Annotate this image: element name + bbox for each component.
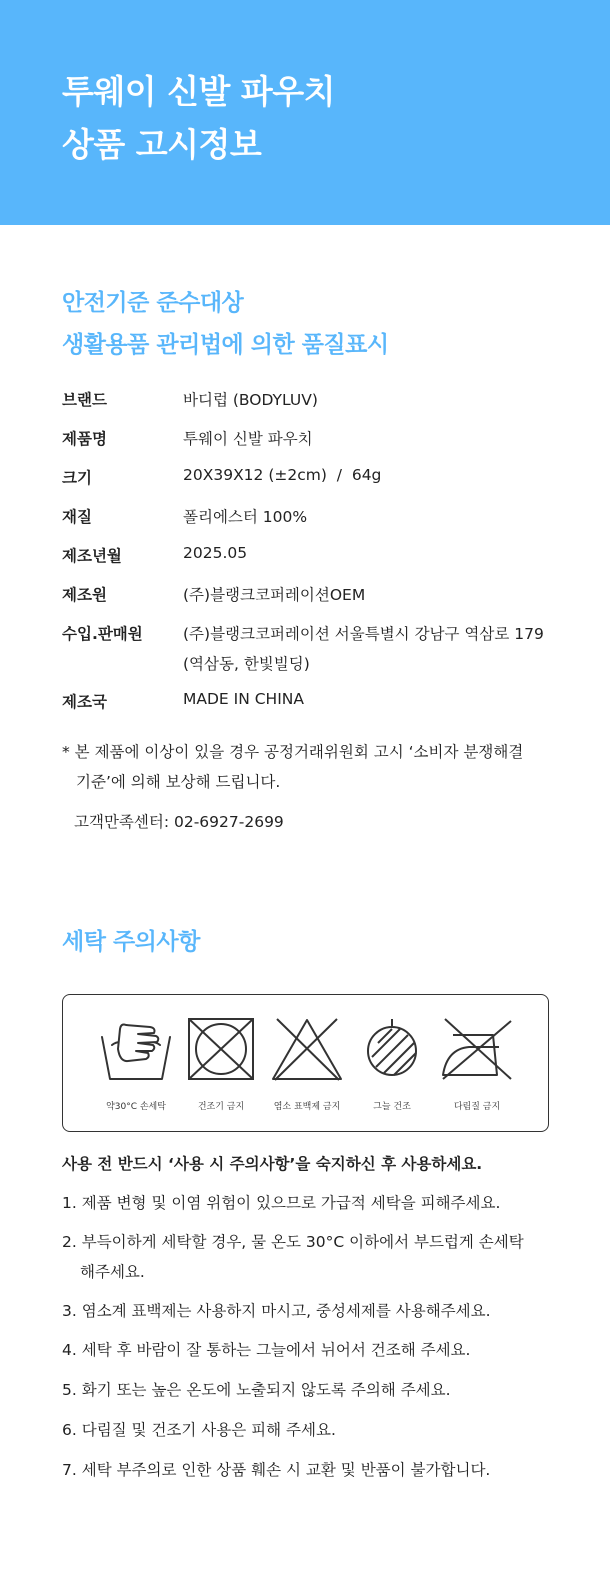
care-label-no-iron: 다림질 금지 bbox=[453, 1102, 501, 1112]
care-heading: 세탁 주의사항 bbox=[62, 929, 200, 955]
info-value-size: 20X39X12 (±2cm) / 64g bbox=[183, 466, 382, 484]
safety-heading-line2: 생활용품 관리법에 의한 품질표시 bbox=[62, 332, 389, 358]
care-warning-title: 사용 전 반드시 ‘사용 시 주의사항’을 숙지하신 후 사용하세요. bbox=[62, 1155, 483, 1173]
care-label-shade-dry: 그늘 건조 bbox=[373, 1102, 411, 1112]
no-iron-icon bbox=[439, 1017, 515, 1081]
info-value-manufacture-date: 2025.05 bbox=[183, 544, 248, 562]
care-item-5: 5. 화기 또는 높은 온도에 노출되지 않도록 주의해 주세요. bbox=[62, 1381, 451, 1399]
safety-heading-line1: 안전기준 준수대상 bbox=[62, 290, 244, 316]
info-label-brand: 브랜드 bbox=[62, 391, 107, 409]
care-item-6: 6. 다림질 및 건조기 사용은 피해 주세요. bbox=[62, 1421, 336, 1439]
info-value-importer: (주)블랭크코퍼레이션 서울특별시 강남구 역삼로 179 bbox=[183, 625, 544, 643]
info-label-manufacturer: 제조원 bbox=[62, 586, 107, 604]
care-item-3: 3. 염소계 표백제는 사용하지 마시고, 중성세제를 사용해주세요. bbox=[62, 1302, 491, 1320]
care-item-1: 1. 제품 변형 및 이염 위험이 있으므로 가급적 세탁을 피해주세요. bbox=[62, 1194, 501, 1212]
care-item-2-cont: 해주세요. bbox=[80, 1263, 145, 1281]
notice-line2: 기준’에 의해 보상해 드립니다. bbox=[76, 773, 281, 791]
info-value-brand: 바디럽 (BODYLUV) bbox=[183, 391, 318, 409]
info-value-manufacturer: (주)블랭크코퍼레이션OEM bbox=[183, 586, 366, 604]
info-value-product-name: 투웨이 신발 파우치 bbox=[183, 430, 313, 448]
info-label-product-name: 제품명 bbox=[62, 430, 107, 448]
care-item-4: 4. 세탁 후 바람이 잘 통하는 그늘에서 뉘어서 건조해 주세요. bbox=[62, 1341, 471, 1359]
page-title-line2: 상품 고시정보 bbox=[62, 125, 262, 164]
header-banner bbox=[0, 0, 610, 225]
care-item-7: 7. 세탁 부주의로 인한 상품 훼손 시 교환 및 반품이 불가합니다. bbox=[62, 1461, 491, 1479]
info-value-country: MADE IN CHINA bbox=[183, 690, 304, 708]
care-label-no-tumble-dry: 건조기 금지 bbox=[197, 1102, 245, 1112]
info-value-material: 폴리에스터 100% bbox=[183, 508, 308, 526]
info-value-importer-line2: (역삼동, 한빛빌딩) bbox=[183, 655, 310, 673]
hand-wash-icon bbox=[98, 1017, 174, 1081]
info-label-country: 제조국 bbox=[62, 693, 107, 711]
info-label-importer: 수입.판매원 bbox=[62, 625, 143, 643]
page-title-line1: 투웨이 신발 파우치 bbox=[62, 72, 336, 111]
info-label-manufacture-date: 제조년월 bbox=[62, 547, 122, 565]
info-label-material: 재질 bbox=[62, 508, 92, 526]
info-label-size: 크기 bbox=[62, 469, 92, 487]
care-label-hand-wash: 약30°C 손세탁 bbox=[106, 1102, 166, 1112]
care-symbols-box bbox=[62, 994, 549, 1132]
no-tumble-dry-icon bbox=[183, 1017, 259, 1081]
care-item-2: 2. 부득이하게 세탁할 경우, 물 온도 30°C 이하에서 부드럽게 손세탁 bbox=[62, 1233, 524, 1251]
notice-line1: * 본 제품에 이상이 있을 경우 공정거래위원회 고시 ‘소비자 분쟁해결 bbox=[62, 743, 524, 761]
shade-dry-icon bbox=[354, 1017, 430, 1081]
no-bleach-icon bbox=[269, 1017, 345, 1081]
customer-center: 고객만족센터: 02-6927-2699 bbox=[74, 813, 284, 831]
care-label-no-bleach: 염소 표백제 금지 bbox=[273, 1102, 341, 1112]
